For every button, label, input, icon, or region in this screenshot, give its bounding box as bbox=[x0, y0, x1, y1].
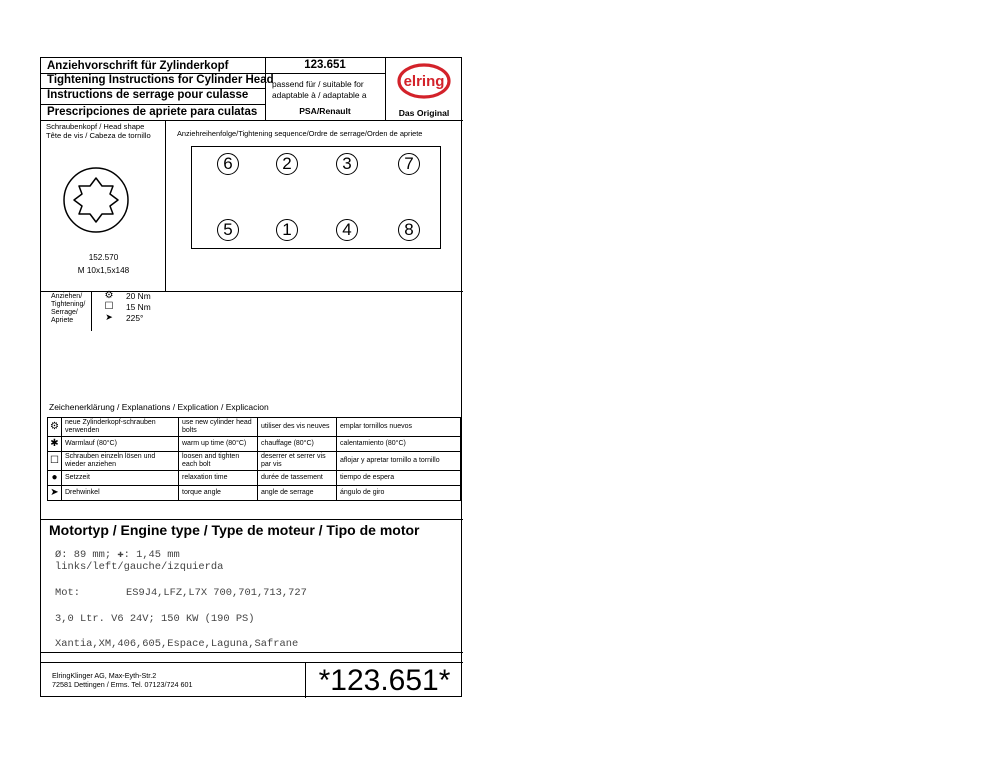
logo-caption: Das Original bbox=[398, 108, 450, 118]
engine-bore-thickness: Ø: 89 mm; ✚: 1,45 mm bbox=[55, 549, 180, 561]
engine-mot-value: ES9J4,LFZ,L7X 700,701,713,727 bbox=[126, 587, 307, 599]
make: PSA/Renault bbox=[299, 106, 351, 116]
engine-type-title: Motortyp / Engine type / Type de moteur / Tipo de motor bbox=[49, 522, 420, 538]
bolt-position-1: 1 bbox=[276, 219, 298, 241]
engine-spec: 3,0 Ltr. V6 24V; 150 KW (190 PS) bbox=[55, 613, 255, 625]
elring-logo bbox=[397, 63, 451, 99]
legend-title: Zeichenerklärung / Explanations / Explication / Explicacion bbox=[49, 402, 269, 412]
suitable-line-1: passend für / suitable for bbox=[272, 79, 364, 89]
title-en: Tightening Instructions for Cylinder Head bbox=[47, 74, 274, 86]
bolt-position-7: 7 bbox=[398, 153, 420, 175]
new-bolts-icon: ⚙ bbox=[104, 290, 114, 301]
bolt-position-3: 3 bbox=[336, 153, 358, 175]
bolt-position-6: 6 bbox=[217, 153, 239, 175]
title-de: Anziehvorschrift für Zylinderkopf bbox=[47, 60, 229, 72]
legend-row: ➤ Drehwinkel torque angle angle de serrage ángulo de giro bbox=[48, 486, 461, 501]
engine-side: links/left/gauche/izquierda bbox=[55, 561, 224, 573]
warm-up-icon: ✱ bbox=[48, 437, 62, 452]
bolt-position-2: 2 bbox=[276, 153, 298, 175]
tightening-instruction-sheet bbox=[40, 57, 462, 697]
title-fr: Instructions de serrage pour culasse bbox=[47, 89, 249, 101]
head-shape-label-2: Tête de vis / Cabeza de tornillo bbox=[46, 131, 151, 140]
engine-mot-label: Mot: bbox=[55, 587, 80, 599]
bolt-position-4: 4 bbox=[336, 219, 358, 241]
loosen-tighten-icon: ☐ bbox=[48, 452, 62, 471]
relaxation-dot-icon: ● bbox=[48, 471, 62, 486]
company-line-1: ElringKlinger AG, Max-Eyth-Str.2 bbox=[52, 671, 157, 680]
angle-arrow-icon: ➤ bbox=[48, 486, 62, 501]
torx-bolt-head-icon bbox=[62, 166, 130, 234]
bolt-position-8: 8 bbox=[398, 219, 420, 241]
company-line-2: 72581 Dettingen / Erms. Tel. 07123/724 601 bbox=[52, 680, 193, 689]
engine-models: Xantia,XM,406,605,Espace,Laguna,Safrane bbox=[55, 638, 299, 650]
legend-table bbox=[47, 417, 461, 501]
legend-row: ☐ Schrauben einzeln lösen und wieder anziehen loosen and tighten each bolt deserrer et serrer vis par vis aflojar y apretar tornillo a tornillo bbox=[48, 452, 461, 471]
bolt-size: M 10x1,5x148 bbox=[77, 266, 130, 275]
sequence-diagram bbox=[191, 146, 441, 249]
step-2-value: 15 Nm bbox=[126, 302, 151, 312]
step-3-value: 225° bbox=[126, 313, 144, 323]
loosen-tighten-icon: ☐ bbox=[104, 301, 114, 312]
svg-text:elring: elring bbox=[403, 73, 445, 90]
legend-row: ⚙ neue Zylinderkopf-schrauben verwenden use new cylinder head bolts utiliser des vis neuves emplar tornillos nuevos bbox=[48, 418, 461, 437]
head-shape-label-1: Schraubenkopf / Head shape bbox=[46, 122, 145, 131]
tightening-label: Anziehen/ Tightening/ Serrage/ Apriete bbox=[51, 293, 86, 324]
bolt-part-no: 152.570 bbox=[88, 253, 119, 262]
title-es: Prescripciones de apriete para culatas bbox=[47, 106, 258, 118]
barcode-text: *123.651* bbox=[318, 664, 451, 697]
sequence-label: Anziehreihenfolge/Tightening sequence/Ordre de serrage/Orden de apriete bbox=[177, 129, 423, 138]
angle-arrow-icon: ➤ bbox=[105, 312, 113, 322]
suitable-line-2: adaptable à / adaptable a bbox=[272, 90, 367, 100]
part-number: 123.651 bbox=[304, 59, 346, 71]
legend-row: ✱ Warmlauf (80°C) warm up time (80°C) chauffage (80°C) calentamiento (80°C) bbox=[48, 437, 461, 452]
legend-row: ● Setzzeit relaxation time durée de tassement tiempo de espera bbox=[48, 471, 461, 486]
new-bolts-icon: ⚙ bbox=[48, 418, 62, 437]
bolt-position-5: 5 bbox=[217, 219, 239, 241]
step-1-value: 20 Nm bbox=[126, 291, 151, 301]
